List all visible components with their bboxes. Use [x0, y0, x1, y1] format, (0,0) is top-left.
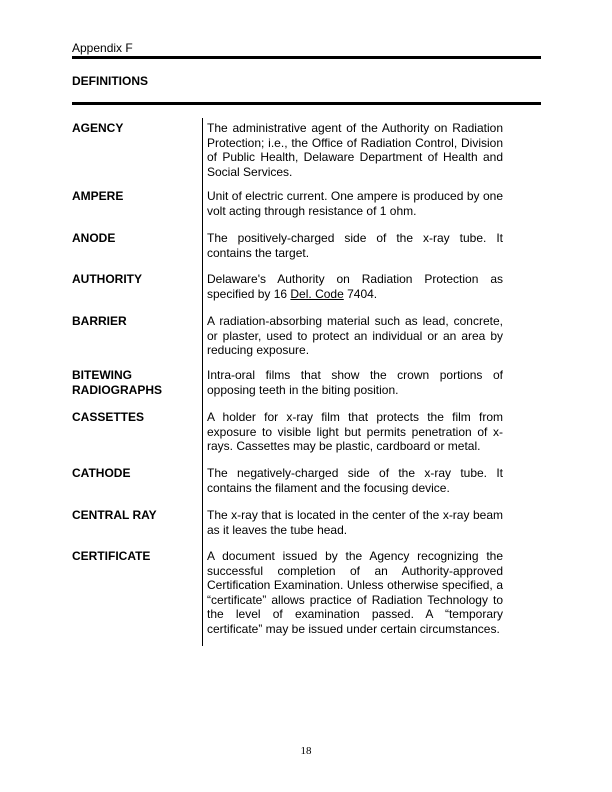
term-anode: ANODE — [72, 231, 116, 245]
column-divider — [202, 118, 203, 646]
term-agency: AGENCY — [72, 121, 124, 135]
definition-central-ray: The x-ray that is located in the center of the x-ray beam as it leaves the tube head. — [207, 508, 503, 537]
definition-authority-text-end: 7404. — [343, 286, 378, 301]
term-authority: AUTHORITY — [72, 272, 142, 286]
definition-certificate: A document issued by the Agency recognizing the successful completion of an Authority-approved Certification Examination. Unless otherwise specified, a “certificate” allows practice of Radiation Technology to the level of examination passed. A “temporary certificate” may be issued under certain circumstances. — [207, 549, 503, 636]
term-bitewing-line1: BITEWING — [72, 368, 132, 382]
definition-cassettes: A holder for x-ray film that protects the film from exposure to visible light but permits penetration of x-rays. Cassettes may be plastic, cardboard or metal. — [207, 410, 503, 453]
definition-authority-text: Delaware's Authority on Radiation Protection as specified by 16 — [207, 272, 503, 301]
definition-authority — [207, 272, 503, 301]
definition-cathode: The negatively-charged side of the x-ray tube. It contains the filament and the focusing device. — [207, 466, 503, 495]
term-cathode: CATHODE — [72, 466, 131, 480]
appendix-label: Appendix F — [72, 41, 133, 55]
term-central-ray: CENTRAL RAY — [72, 508, 157, 522]
term-barrier: BARRIER — [72, 314, 127, 328]
header-rule-bottom — [72, 102, 541, 105]
term-certificate: CERTIFICATE — [72, 549, 151, 563]
del-code-reference: Del. Code — [290, 286, 344, 301]
header-rule-top — [72, 56, 541, 59]
definition-barrier: A radiation-absorbing material such as lead, concrete, or plaster, used to protect an individual or an area by reducing exposure. — [207, 314, 503, 357]
term-bitewing-line2: RADIOGRAPHS — [72, 383, 163, 397]
definition-ampere: Unit of electric current. One ampere is produced by one volt acting through resistance of 1 ohm. — [207, 189, 503, 218]
definition-agency: The administrative agent of the Authority on Radiation Protection; i.e., the Office of Radiation Control, Division of Public Health, Delaware Department of Health and Social Services. — [207, 121, 503, 179]
term-ampere: AMPERE — [72, 189, 124, 203]
term-bitewing-radiographs — [72, 368, 197, 398]
term-cassettes: CASSETTES — [72, 410, 145, 424]
page-number: 18 — [300, 745, 312, 757]
definition-anode: The positively-charged side of the x-ray tube. It contains the target. — [207, 231, 503, 260]
definition-bitewing-radiographs: Intra-oral films that show the crown portions of opposing teeth in the biting position. — [207, 368, 503, 397]
section-title: DEFINITIONS — [72, 74, 149, 88]
